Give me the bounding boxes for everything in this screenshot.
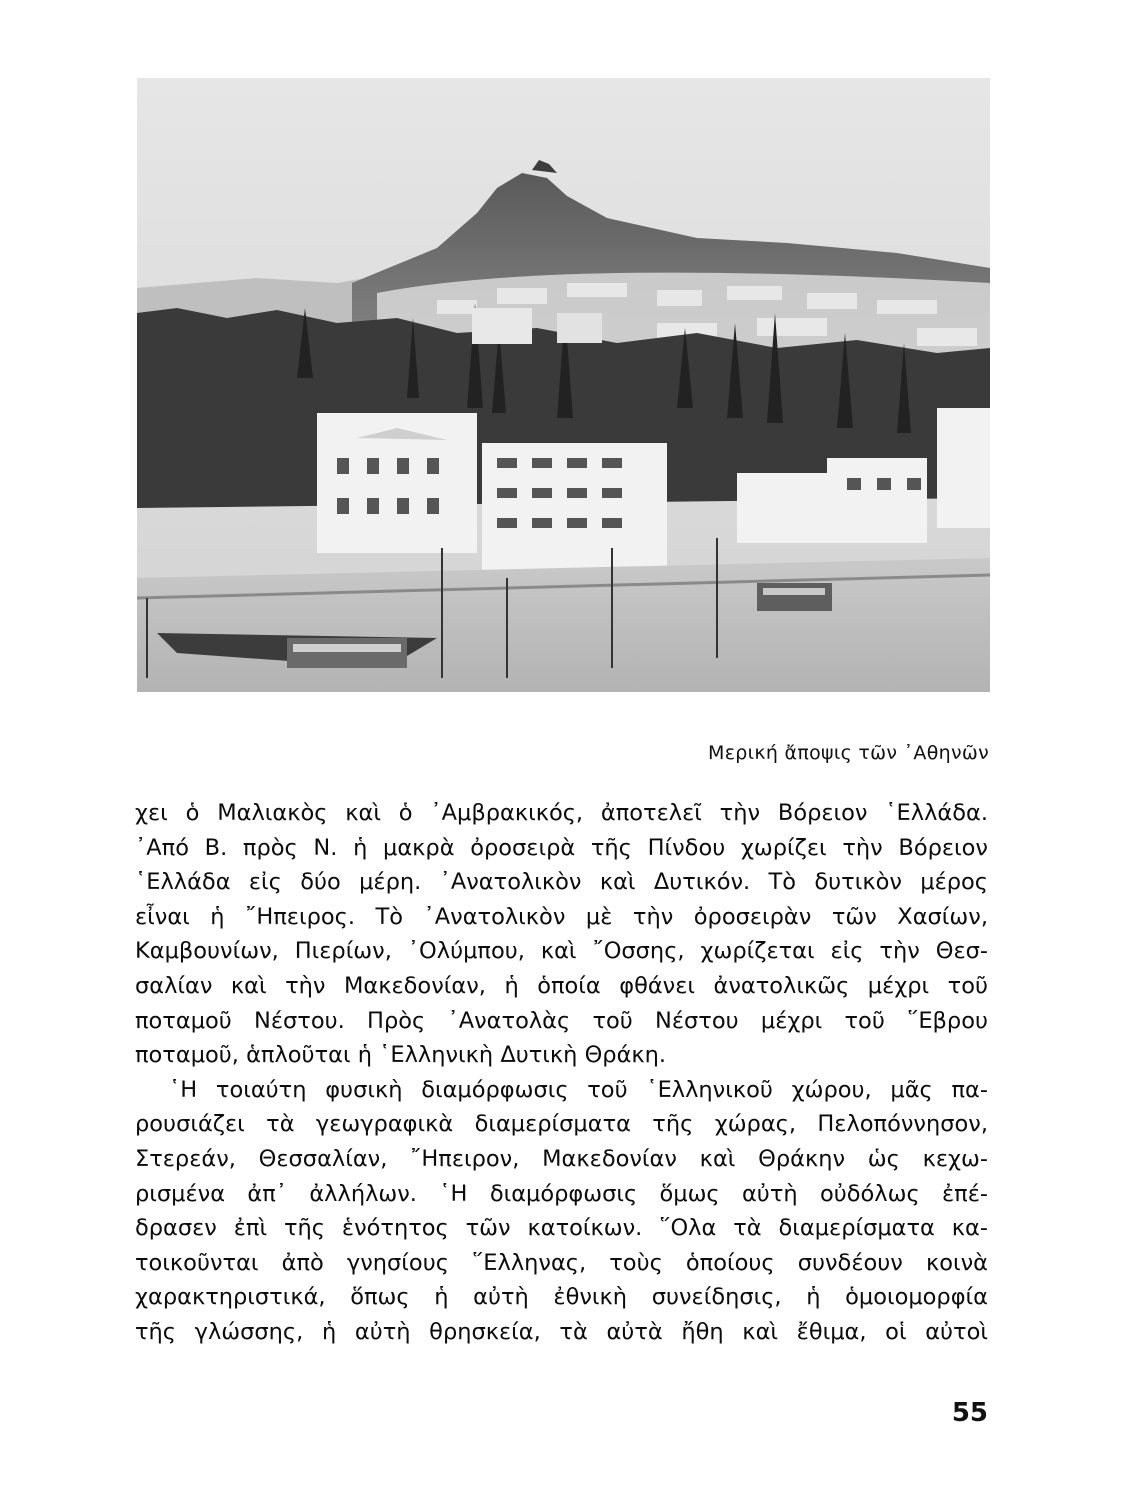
text-line: Στερεάν, Θεσσαλίαν, ῎Ηπειρον, Μακεδονίαν καὶ Θράκην ὡς κεχω- [135, 1145, 988, 1172]
text-line: δρασεν ἐπὶ τῆς ἑνότητος τῶν κατοίκων. ῞Ολα τὰ διαμερίσματα κα- [135, 1215, 988, 1242]
text-line: χαρακτηριστικά, ὅπως ἡ αὐτὴ ἐθνικὴ συνείδησις, ἡ ὁμοιομορφία [135, 1284, 988, 1311]
figure-caption: Μερική ἄποψις τῶν ᾿Αθηνῶν [708, 742, 989, 764]
page-number: 55 [951, 1398, 988, 1428]
athens-photo-illustration [137, 78, 990, 692]
athens-photograph [137, 78, 990, 692]
text-line: ᾿Από Β. πρὸς Ν. ἡ μακρὰ ὀροσειρὰ τῆς Πίνδου χωρίζει τὴν Βόρειον [135, 834, 988, 861]
text-line: σαλίαν καὶ τὴν Μακεδονίαν, ἡ ὁποία φθάνει ἀνατολικῶς μέχρι τοῦ [135, 972, 988, 999]
text-line: ποταμοῦ Νέστου. Πρὸς ᾿Ανατολὰς τοῦ Νέστου μέχρι τοῦ ῞Εβρου [135, 1007, 988, 1034]
text-line: ῾Ελλάδα εἰς δύο μέρη. ᾿Ανατολικὸν καὶ Δυτικόν. Τὸ δυτικὸν μέρος [135, 869, 988, 896]
text-line: ῾Η τοιαύτη φυσικὴ διαμόρφωσις τοῦ ῾Ελληνικοῦ χώρου, μᾶς πα- [169, 1076, 988, 1103]
text-line: τοικοῦνται ἀπὸ γνησίους ῞Ελληνας, τοὺς ὁποίους συνδέουν κοινὰ [135, 1249, 988, 1276]
paragraph-2 [135, 1073, 988, 1350]
paragraph-1 [135, 796, 988, 1073]
text-line: τῆς γλώσσης, ἡ αὐτὴ θρησκεία, τὰ αὐτὰ ἤθη καὶ ἔθιμα, οἱ αὐτοὶ [135, 1318, 988, 1345]
text-line: ποταμοῦ, ἁπλοῦται ἡ ῾Ελληνικὴ Δυτικὴ Θράκη. [135, 1042, 667, 1069]
text-line: Καμβουνίων, Πιερίων, ᾿Ολύμπου, καὶ ῎Οσσης, χωρίζεται εἰς τὴν Θεσ- [135, 938, 988, 965]
text-line: εἶναι ἡ ῎Ηπειρος. Τὸ ᾿Ανατολικὸν μὲ τὴν ὀροσειρὰν τῶν Χασίων, [135, 903, 988, 930]
text-line: ρουσιάζει τὰ γεωγραφικὰ διαμερίσματα τῆς χώρας, Πελοπόννησον, [135, 1111, 988, 1138]
text-line: χει ὁ Μαλιακὸς καὶ ὁ ᾿Αμβρακικός, ἀποτελεῖ τὴν Βόρειον ῾Ελλάδα. [135, 800, 988, 826]
text-line: ρισμένα ἀπ᾿ ἀλλήλων. ῾Η διαμόρφωσις ὅμως αὐτὴ οὐδόλως ἐπέ- [135, 1180, 988, 1207]
body-text [135, 796, 988, 1350]
